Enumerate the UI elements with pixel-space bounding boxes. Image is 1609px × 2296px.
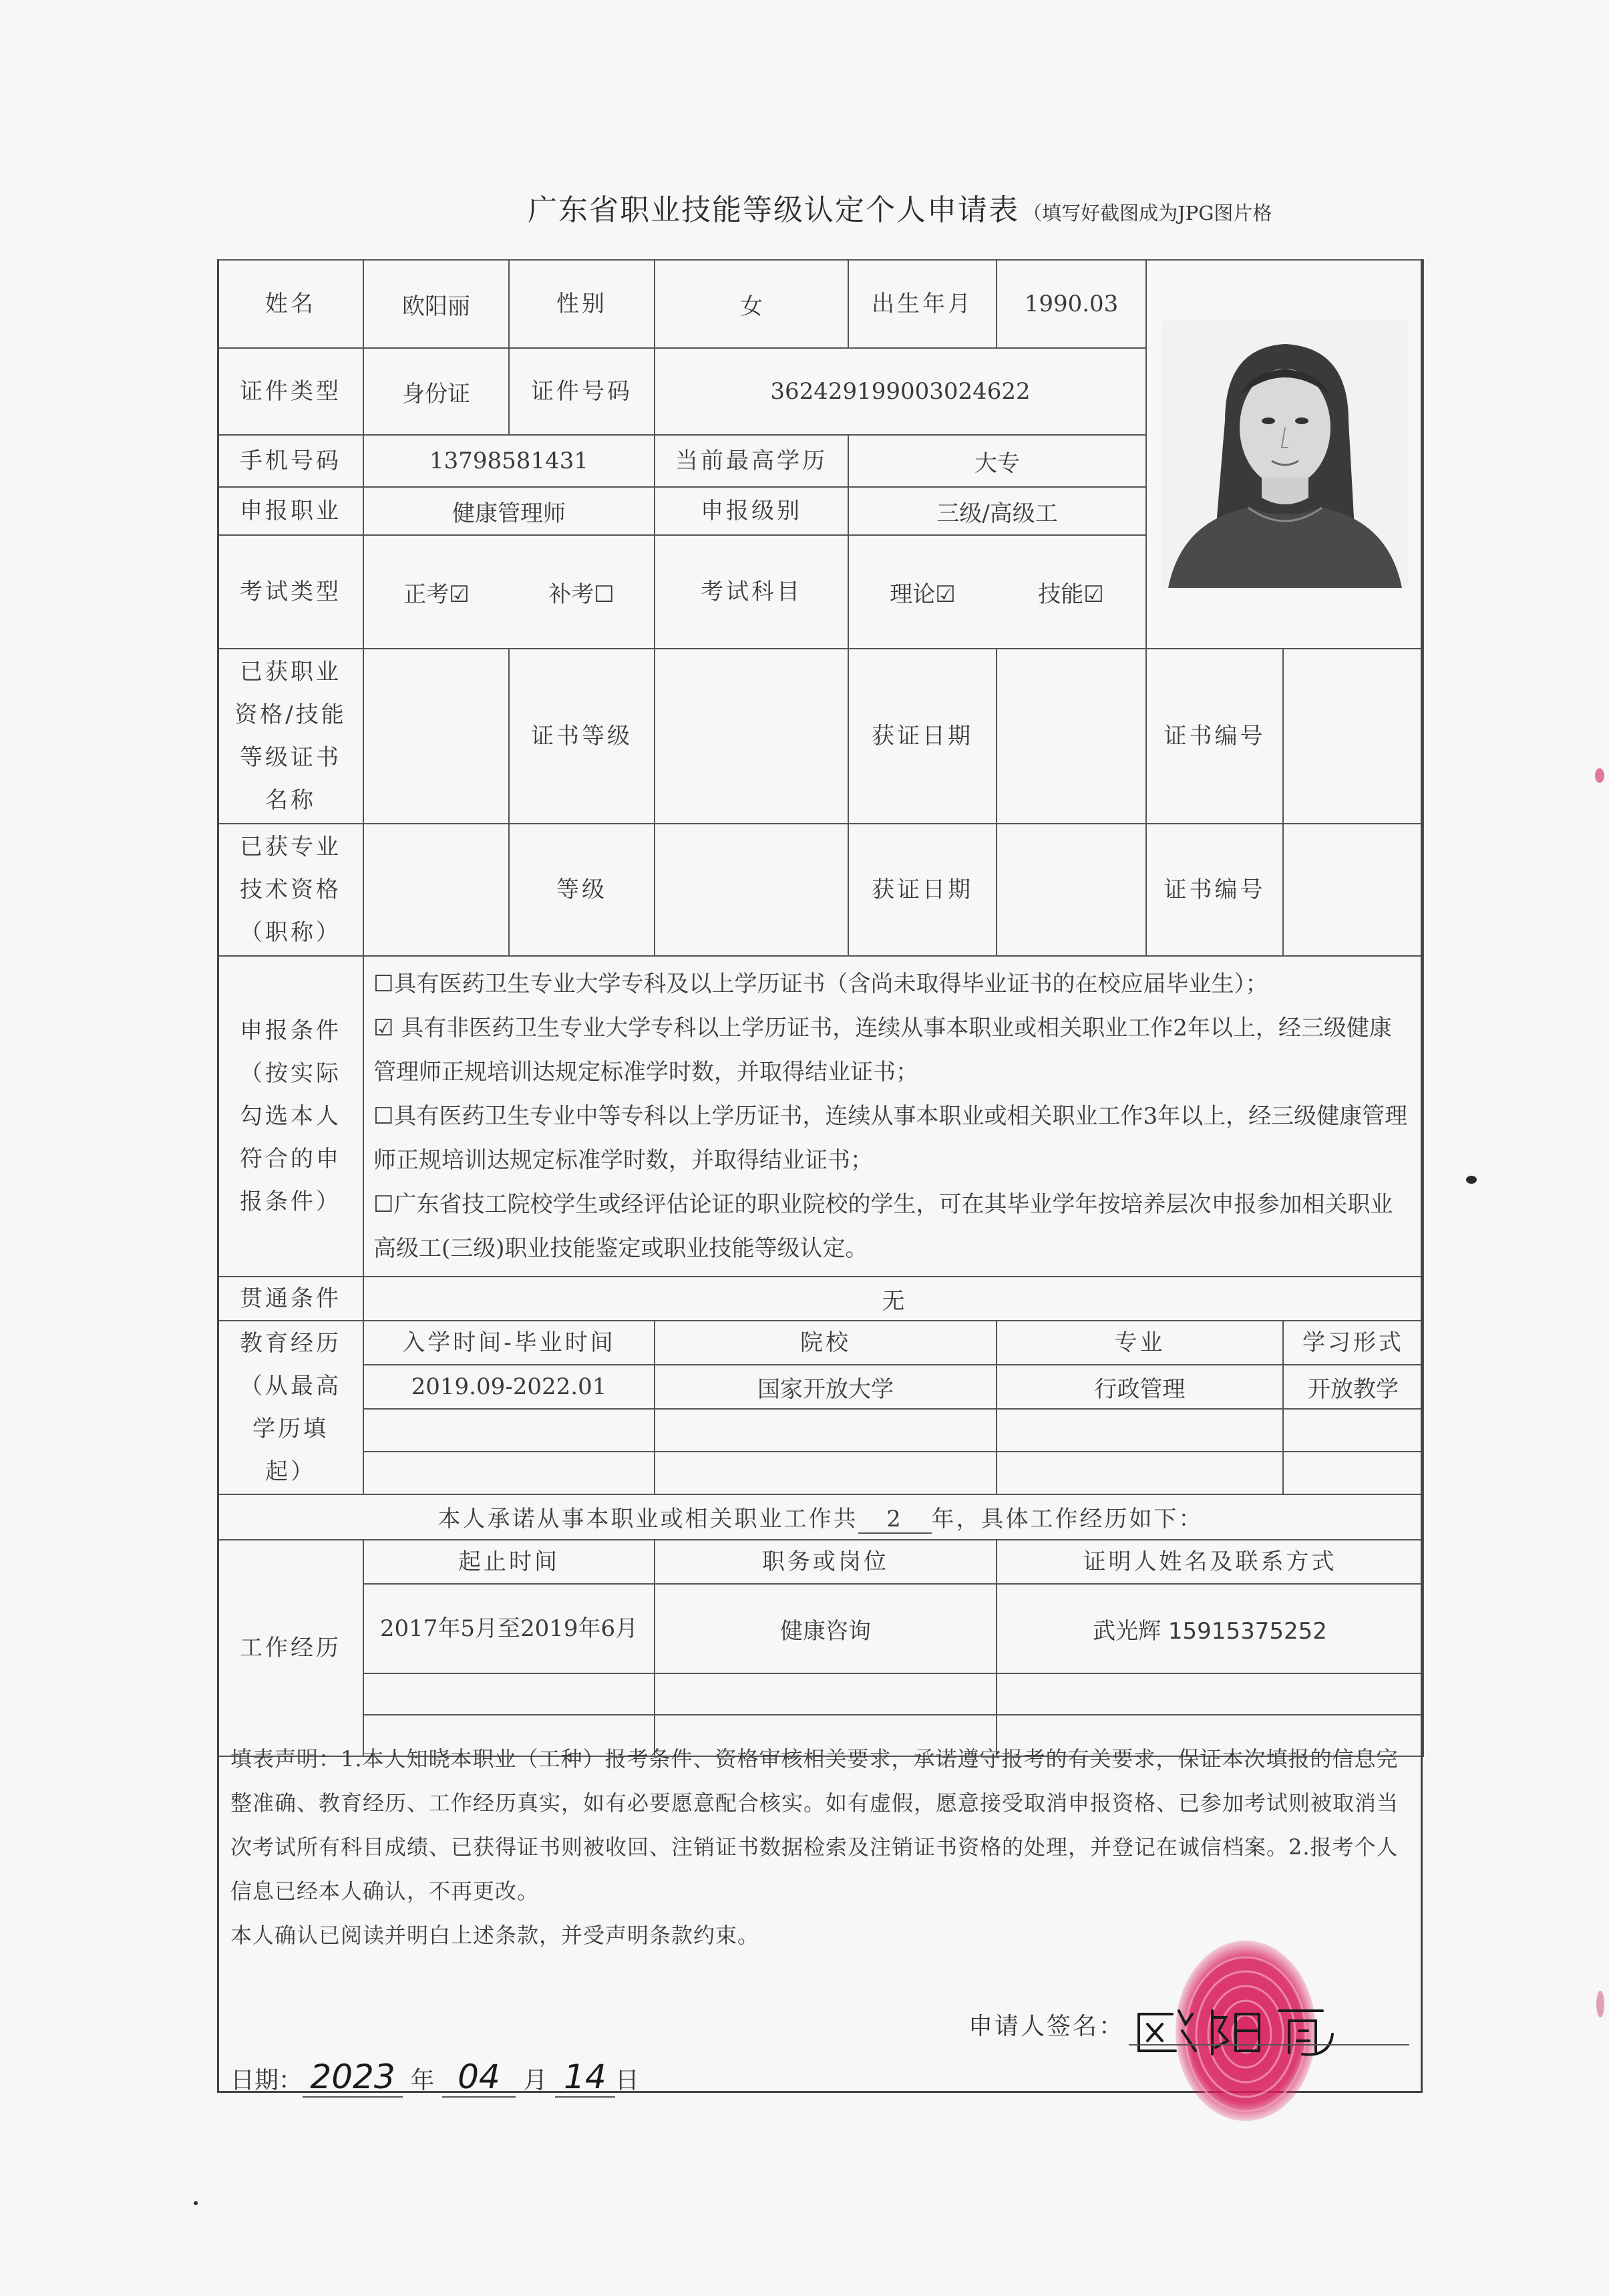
work-row-1-position[interactable]: 健康咨询 bbox=[655, 1584, 997, 1673]
exam-type-label: 考试类型 bbox=[218, 535, 363, 649]
level-label: 申报级别 bbox=[655, 487, 848, 535]
form-title: 广东省职业技能等级认定个人申请表 bbox=[528, 193, 1019, 227]
through-label: 贯通条件 bbox=[218, 1277, 363, 1321]
form-title-row bbox=[528, 186, 1449, 228]
declaration-confirm: 本人确认已阅读并明白上述条款，并受声明条款约束。 bbox=[230, 1923, 760, 1948]
cert-no-label: 证书编号 bbox=[1146, 649, 1283, 824]
edu-header-period: 入学时间-毕业时间 bbox=[363, 1321, 655, 1365]
scan-speck bbox=[1595, 768, 1604, 783]
gender-value[interactable]: 女 bbox=[655, 260, 848, 348]
date-month[interactable]: 04 bbox=[442, 2058, 516, 2098]
signature-line[interactable] bbox=[1129, 2044, 1409, 2045]
name-value[interactable]: 欧阳丽 bbox=[363, 260, 509, 348]
date-label: 日期： bbox=[230, 2067, 303, 2094]
work-promise-years[interactable]: 2 bbox=[858, 1506, 932, 1534]
tech-level-label: 等级 bbox=[509, 824, 655, 956]
edu-row-1-school[interactable]: 国家开放大学 bbox=[655, 1365, 997, 1409]
subject-theory-checkbox[interactable]: 理论☑ bbox=[848, 535, 997, 649]
subject-label: 考试科目 bbox=[655, 535, 848, 649]
phone-value[interactable]: 13798581431 bbox=[363, 435, 655, 487]
job-label: 申报职业 bbox=[218, 487, 363, 535]
work-promise-prefix: 本人承诺从事本职业或相关职业工作共 bbox=[437, 1506, 858, 1532]
work-row-1-period[interactable]: 2017年5月至2019年6月 bbox=[363, 1584, 655, 1673]
idtype-value[interactable]: 身份证 bbox=[363, 348, 509, 435]
conditions-label: 申报条件（按实际勾选本人符合的申报条件） bbox=[218, 956, 363, 1277]
scan-speck bbox=[194, 2201, 198, 2205]
work-header-reference: 证明人姓名及联系方式 bbox=[997, 1540, 1423, 1584]
vocational-cert-label: 已获职业资格/技能等级证书名称 bbox=[218, 649, 363, 824]
tech-qual-label: 已获专业技术资格（职称） bbox=[218, 824, 363, 956]
date-month-unit: 月 bbox=[523, 2067, 548, 2094]
education-label: 教育经历（从最高学历填起） bbox=[218, 1321, 363, 1494]
edu-header-school: 院校 bbox=[655, 1321, 997, 1365]
edu-row-1-major[interactable]: 行政管理 bbox=[997, 1365, 1283, 1409]
job-value[interactable]: 健康管理师 bbox=[363, 487, 655, 535]
condition-item-1[interactable]: ☐具有医药卫生专业大学专科及以上学历证书（含尚未取得毕业证书的在校应届毕业生）； bbox=[373, 971, 1268, 997]
birth-label: 出生年月 bbox=[848, 260, 997, 348]
condition-item-4[interactable]: ☐广东省技工院校学生或经评估论证的职业院校的学生，可在其毕业学年按培养层次申报参加相关职业高级工(三级)职业技能鉴定或职业技能等级认定。 bbox=[373, 1191, 1393, 1262]
tech-no-label: 证书编号 bbox=[1146, 824, 1283, 956]
work-row-1-reference[interactable]: 武光辉 15915375252 bbox=[997, 1584, 1423, 1673]
edu-value[interactable]: 大专 bbox=[848, 435, 1146, 487]
scan-speck bbox=[1596, 1991, 1604, 2017]
edu-row-1-mode[interactable]: 开放教学 bbox=[1283, 1365, 1423, 1409]
condition-item-3[interactable]: ☐具有医药卫生专业中等专科以上学历证书，连续从事本职业或相关职业工作3年以上，经三级健康管理师正规培训达规定标准学时数，并取得结业证书； bbox=[373, 1103, 1408, 1174]
condition-item-2[interactable]: ☑ 具有非医药卫生专业大学专科以上学历证书，连续从事本职业或相关职业工作2年以上，经三级健康管理师正规培训达规定标准学时数，并取得结业证书； bbox=[373, 1015, 1392, 1086]
work-header-period: 起止时间 bbox=[363, 1540, 655, 1584]
date-day-unit: 日 bbox=[614, 2067, 639, 2094]
date-year-unit: 年 bbox=[410, 2067, 435, 2094]
phone-label: 手机号码 bbox=[218, 435, 363, 487]
date-day[interactable]: 14 bbox=[555, 2058, 615, 2098]
scan-speck bbox=[1466, 1176, 1477, 1184]
form-subtitle: （填写好截图成为JPG图片格 bbox=[1023, 202, 1272, 224]
work-promise-suffix: 年，具体工作经历如下： bbox=[931, 1506, 1204, 1532]
tech-date-label: 获证日期 bbox=[848, 824, 997, 956]
declaration bbox=[230, 1737, 1413, 1957]
work-header-position: 职务或岗位 bbox=[655, 1540, 997, 1584]
exam-regular-checkbox[interactable]: 正考☑ bbox=[363, 535, 509, 649]
level-value[interactable]: 三级/高级工 bbox=[848, 487, 1146, 535]
name-label: 姓名 bbox=[218, 260, 363, 348]
work-label: 工作经历 bbox=[218, 1540, 363, 1756]
cert-level-label: 证书等级 bbox=[509, 649, 655, 824]
edu-label: 当前最高学历 bbox=[655, 435, 848, 487]
declaration-text: 填表声明：1.本人知晓本职业（工种）报考条件、资格审核相关要求，承诺遵守报考的有关要求，保证本次填报的信息完整准确、教育经历、工作经历真实，如有必要愿意配合核实。如有虚假，愿意接受取消申报资格、已参加考试则被取消当次考试所有科目成绩、已获得证书则被收回、注销证书数据检索及注销证书资格的处理，并登记在诚信档案。2.报考个人信息已经本人确认，不再更改。 bbox=[230, 1746, 1399, 1904]
date-year[interactable]: 2023 bbox=[303, 2058, 403, 2098]
idno-value[interactable]: 362429199003024622 bbox=[655, 348, 1146, 435]
exam-makeup-checkbox[interactable]: 补考☐ bbox=[509, 535, 655, 649]
gender-label: 性别 bbox=[509, 260, 655, 348]
birth-value[interactable]: 1990.03 bbox=[997, 260, 1146, 348]
idtype-label: 证件类型 bbox=[218, 348, 363, 435]
cert-date-label: 获证日期 bbox=[848, 649, 997, 824]
signature-handwriting bbox=[1129, 1994, 1343, 2068]
through-value[interactable]: 无 bbox=[363, 1277, 1423, 1321]
idno-label: 证件号码 bbox=[509, 348, 655, 435]
subject-skill-checkbox[interactable]: 技能☑ bbox=[997, 535, 1146, 649]
edu-header-mode: 学习形式 bbox=[1283, 1321, 1423, 1365]
edu-row-1-period[interactable]: 2019.09-2022.01 bbox=[363, 1365, 655, 1409]
edu-header-major: 专业 bbox=[997, 1321, 1283, 1365]
signature-label: 申请人签名： bbox=[968, 2013, 1125, 2040]
date-row bbox=[230, 2058, 639, 2098]
